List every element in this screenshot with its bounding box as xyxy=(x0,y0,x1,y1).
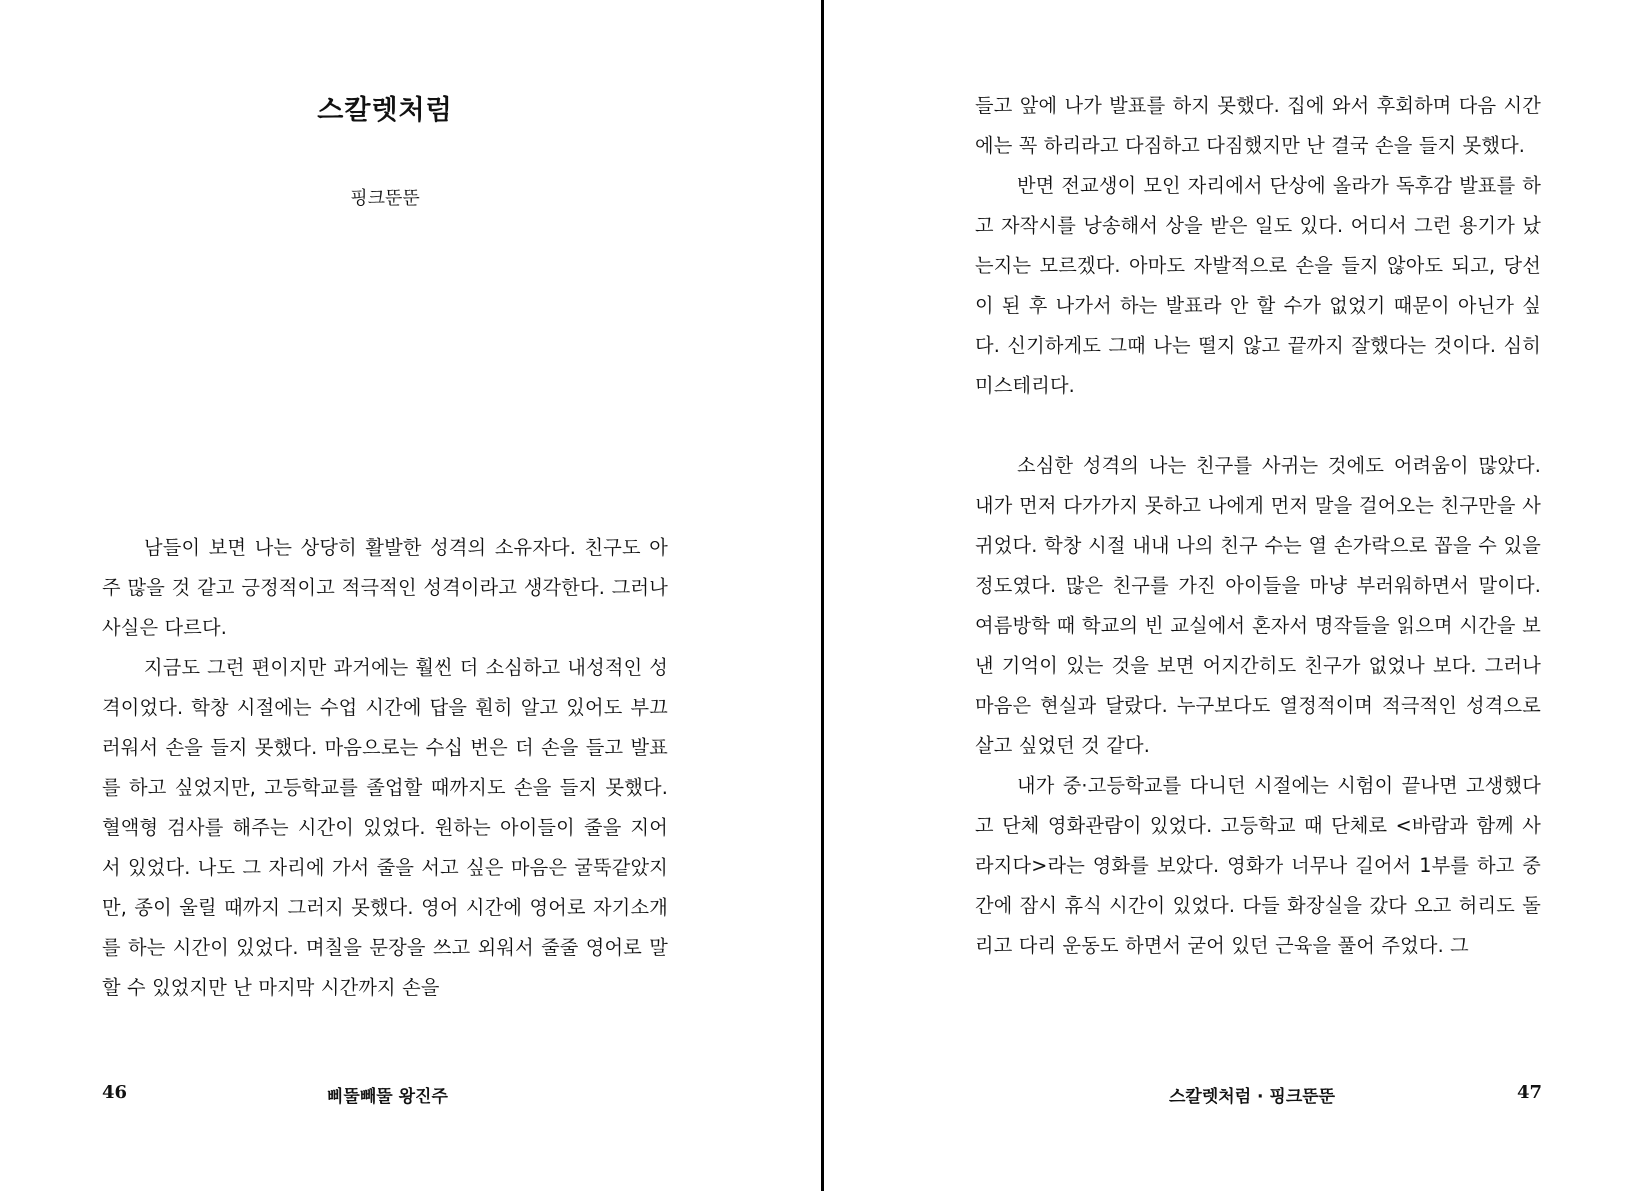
paragraph: 지금도 그런 편이지만 과거에는 훨씬 더 소심하고 내성적인 성격이었다. 학창 시절에는 수업 시간에 답을 훤히 알고 있어도 부끄러워서 손을 들지 못했다. 마음으로는 수십 번은 더 손을 들고 발표를 하고 싶었지만, 고등학교를 졸업할 때까지도 손을 들지 못했다. 혈액형 검사를 해주는 시간이 있었다. 원하는 아이들이 줄을 지어 서 있었다. 나도 그 자리에 가서 줄을 서고 싶은 마음은 굴뚝같았지만, 종이 울릴 때까지 그러지 못했다. 영어 시간에 영어로 자기소개를 하는 시간이 있었다. 며칠을 문장을 쓰고 외워서 줄줄 영어로 말할 수 있었지만 난 마지막 시간까지 손을 xyxy=(102,656,668,999)
paragraph: 반면 전교생이 모인 자리에서 단상에 올라가 독후감 발표를 하고 자작시를 낭송해서 상을 받은 일도 있다. 어디서 그런 용기가 났는지는 모르겠다. 아마도 자발적으로 손을 들지 않아도 되고, 당선이 된 후 나가서 하는 발표라 안 할 수가 없었기 때문이 아닌가 싶다. 신기하게도 그때 나는 떨지 않고 끝까지 잘했다는 것이다. 심히 미스테리다. xyxy=(975,174,1541,397)
page-number-right: 47 xyxy=(1517,1082,1543,1103)
paragraph: 소심한 성격의 나는 친구를 사귀는 것에도 어려움이 많았다. 내가 먼저 다가가지 못하고 나에게 먼저 말을 걸어오는 친구만을 사귀었다. 학창 시절 내내 나의 친구 수는 열 손가락으로 꼽을 수 있을 정도였다. 많은 친구를 가진 아이들을 마냥 부러워하면서 말이다. 여름방학 때 학교의 빈 교실에서 혼자서 명작들을 읽으며 시간을 보낸 기억이 있는 것을 보면 어지간히도 친구가 없었나 보다. 그러나 마음은 현실과 달랐다. 누구보다도 열정적이며 적극적인 성격으로 살고 싶었던 것 같다. xyxy=(975,454,1541,757)
page-number-left: 46 xyxy=(102,1082,128,1103)
left-page xyxy=(0,0,820,1191)
left-body-text xyxy=(102,528,668,1008)
paragraph: 내가 중·고등학교를 다니던 시절에는 시험이 끝나면 고생했다고 단체 영화관람이 있었다. 고등학교 때 단체로 <바람과 함께 사라지다>라는 영화를 보았다. 영화가 너무나 길어서 1부를 하고 중간에 잠시 휴식 시간이 있었다. 다들 화장실을 갔다 오고 허리도 돌리고 다리 운동도 하면서 굳어 있던 근육을 풀어 주었다. 그 xyxy=(975,774,1541,957)
chapter-author: 핑크뚠뚠 xyxy=(350,188,420,209)
right-page xyxy=(824,0,1644,1191)
running-title-left: 삐뚤빼뚤 왕진주 xyxy=(327,1087,448,1107)
chapter-title: 스칼렛처럼 xyxy=(317,95,453,126)
running-title-right: 스칼렛처럼 · 핑크뚠뚠 xyxy=(1169,1087,1336,1107)
right-body-text xyxy=(975,86,1541,966)
paragraph-continued: 들고 앞에 나가 발표를 하지 못했다. 집에 와서 후회하며 다음 시간에는 꼭 하리라고 다짐하고 다짐했지만 난 결국 손을 들지 못했다. xyxy=(975,94,1541,157)
paragraph: 남들이 보면 나는 상당히 활발한 성격의 소유자다. 친구도 아주 많을 것 같고 긍정적이고 적극적인 성격이라고 생각한다. 그러나 사실은 다르다. xyxy=(102,536,668,639)
